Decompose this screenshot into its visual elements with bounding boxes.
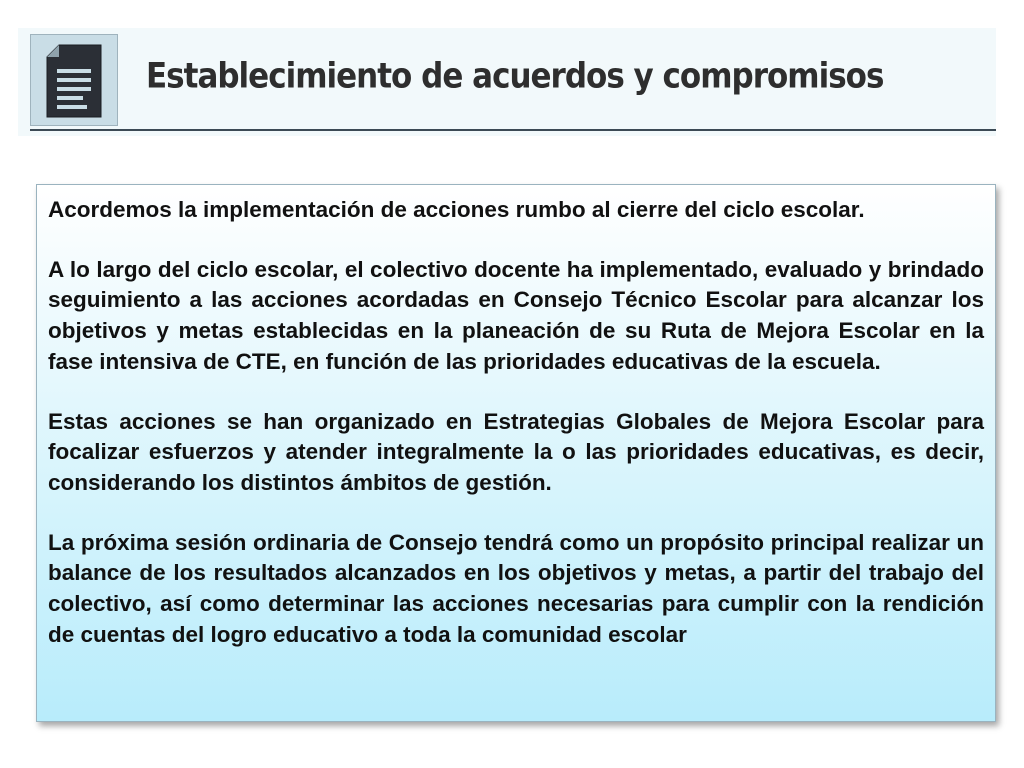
paragraph-next-session: La próxima sesión ordinaria de Consejo tendrá como un propósito principal realizar un balance de los resultados alcanzados en los objetivos y metas, a partir del trabajo del colectivo, así como determinar las acciones necesarias para cumplir con la rendición de cuentas del logro educativo a toda la comunidad escolar (48, 529, 984, 647)
paragraph-strategies: Estas acciones se han organizado en Estrategias Globales de Mejora Escolar para focalizar esfuerzos y atender integralmente la o las prioridades educativas, es decir, considerando los distintos ámbitos de gestión. (48, 408, 984, 495)
content-box (36, 184, 996, 722)
paragraph-context: A lo largo del ciclo escolar, el colectivo docente ha implementado, evaluado y brindado seguimiento a las acciones acordadas en Consejo Técnico Escolar para alcanzar los objetivos y metas establecidas en la planeación de su Ruta de Mejora Escolar en la fase intensiva de CTE, en función de las prioridades educativas de la escuela. (48, 256, 984, 374)
header-divider (30, 129, 996, 131)
paragraph-intro: Acordemos la implementación de acciones rumbo al cierre del ciclo escolar. (48, 197, 865, 222)
page-title: Establecimiento de acuerdos y compromisos (146, 56, 884, 97)
header-icon-tile (30, 34, 118, 126)
document-icon (43, 43, 105, 119)
